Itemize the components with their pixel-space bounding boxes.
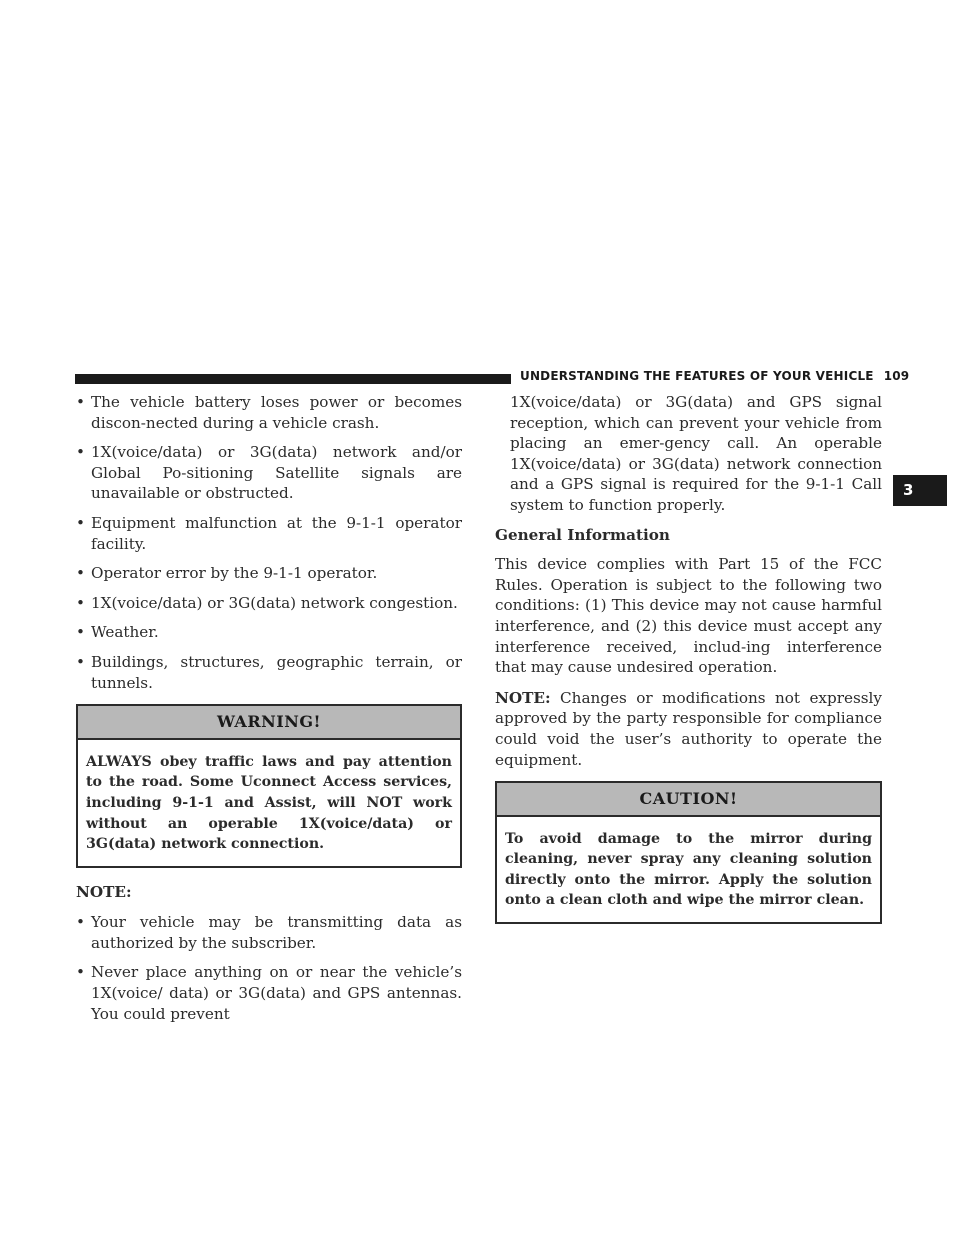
note-paragraph — [495, 688, 882, 770]
bullet-icon: • — [76, 913, 85, 932]
running-header — [520, 369, 910, 383]
warning-title: WARNING! — [78, 706, 460, 740]
list-item: • Weather. — [76, 623, 159, 642]
note-label: NOTE: — [76, 882, 132, 901]
list-item: • Your vehicle may be transmitting data as authorized by the subscriber. — [76, 913, 462, 952]
page-number: 109 — [883, 369, 910, 383]
bullet-icon: • — [76, 564, 85, 583]
fcc-paragraph: This device complies with Part 15 of the FCC Rules. Operation is subject to the following two conditions: (1) This device may not cause harmful interference, and (2) this device must accept any interference received, includ-ing interference that may cause undesired operation. — [495, 555, 882, 677]
list-item: • Operator error by the 9-1-1 operator. — [76, 564, 378, 583]
bullet-icon: • — [76, 623, 85, 642]
failure-conditions-list — [76, 392, 462, 693]
continued-bullet-text: 1X(voice/data) or 3G(data) and GPS signal reception, which can prevent your vehicle from placing an emer-gency call. An operable 1X(voice/data) or 3G(data) network connection and a GPS signal is required for the 9-1-1 Call system to function properly. — [510, 393, 882, 514]
note-text: Changes or modifications not expressly approved by the party responsible for compliance could void the user’s authority to operate the equipment. — [495, 688, 882, 769]
bullet-icon: • — [76, 513, 85, 532]
bullet-icon: • — [76, 443, 85, 462]
general-information-heading: General Information — [495, 525, 670, 544]
left-column — [76, 392, 462, 1033]
warning-text: ALWAYS obey traffic laws and pay attention to the road. Some Uconnect Access services, including 9-1-1 and Assist, will NOT work without an operable 1X(voice/data) or 3G(data) network connection. — [86, 753, 452, 853]
section-title: UNDERSTANDING THE FEATURES OF YOUR VEHICLE — [520, 369, 874, 383]
note-list — [76, 912, 462, 1024]
header-rule — [75, 374, 511, 384]
bullet-icon: • — [76, 593, 85, 612]
bullet-icon: • — [76, 393, 85, 411]
list-item: • Never place anything on or near the vehicle’s 1X(voice/ data) or 3G(data) and GPS antennas. You could prevent — [76, 963, 462, 1023]
list-item: • 1X(voice/data) or 3G(data) network congestion. — [76, 593, 458, 612]
caution-title: CAUTION! — [497, 783, 880, 817]
bullet-icon: • — [76, 652, 85, 671]
right-column — [495, 392, 882, 938]
list-item: • 1X(voice/data) or 3G(data) network and/or Global Po-sitioning Satellite signals are unavailable or obstructed. — [76, 443, 462, 503]
list-item: • The vehicle battery loses power or becomes discon-nected during a vehicle crash. — [76, 393, 462, 432]
warning-box — [76, 704, 462, 868]
bullet-icon: • — [76, 963, 85, 982]
list-item: • Equipment malfunction at the 9-1-1 operator facility. — [76, 513, 462, 553]
list-item: • Buildings, structures, geographic terrain, or tunnels. — [76, 652, 462, 692]
chapter-tab: 3 — [893, 475, 947, 506]
caution-box — [495, 781, 882, 924]
note-label: NOTE: — [495, 688, 551, 707]
caution-text: To avoid damage to the mirror during cleaning, never spray any cleaning solution directly onto the mirror. Apply the solution onto a clean cloth and wipe the mirror clean. — [505, 830, 872, 909]
